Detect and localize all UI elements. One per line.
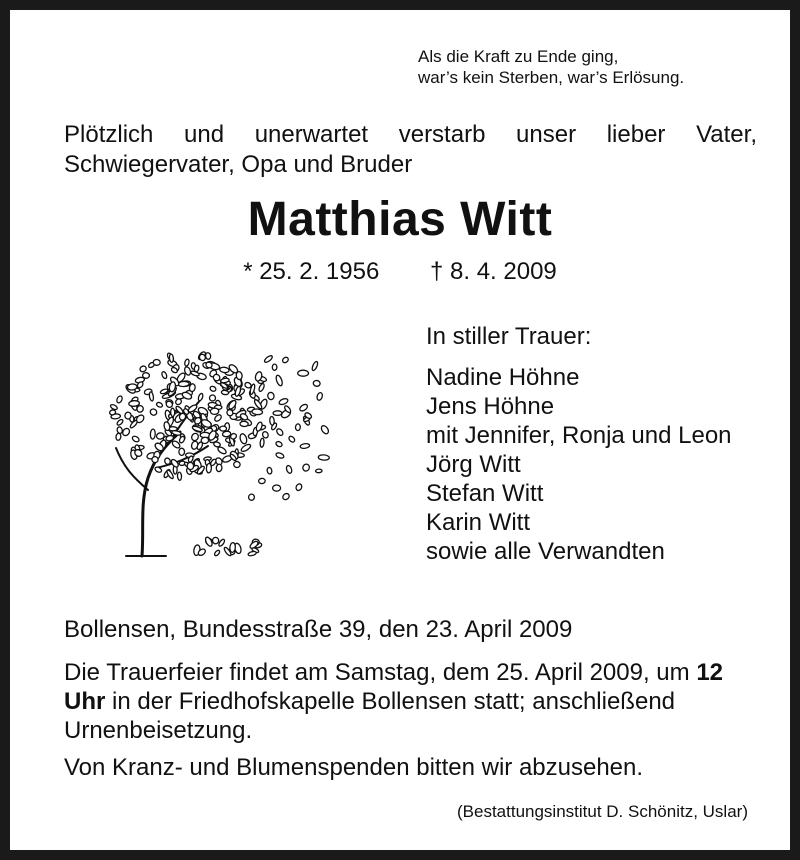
deceased-name: Matthias Witt xyxy=(247,193,553,246)
intro-line-2: Schwiegervater, Opa und Bruder xyxy=(64,151,413,178)
intro-line-1: Plötzlich und unerwartet verstarb unser lieber Vater, xyxy=(64,121,757,148)
flowers-note: Von Kranz- und Blumenspenden bitten wir abzusehen. xyxy=(64,754,644,781)
place-and-date: Bollensen, Bundesstraße 39, den 23. April 2009 xyxy=(64,616,573,643)
mourners-heading: In stiller Trauer: xyxy=(426,323,592,350)
funeral-info xyxy=(64,658,757,745)
mourner-name: mit Jennifer, Ronja und Leon xyxy=(426,422,732,449)
death-date: † 8. 4. 2009 xyxy=(430,258,557,285)
mourner-name: Jens Höhne xyxy=(426,393,555,420)
life-dates xyxy=(10,258,790,286)
mourner-name: Stefan Witt xyxy=(426,480,544,507)
funeral-text-after: in der Friedhofskapelle Bollensen statt; anschließend Urnenbeisetzung. xyxy=(64,688,676,744)
funeral-time: 12 Uhr xyxy=(64,659,724,715)
intro-text xyxy=(64,120,757,180)
funeral-text-before: Die Trauerfeier findet am Samstag, dem 25. April 2009, um xyxy=(64,659,690,686)
mourners-list xyxy=(426,322,732,566)
quote-line-2: war’s kein Sterben, war’s Erlösung. xyxy=(418,68,685,87)
birth-date: * 25. 2. 1956 xyxy=(243,258,380,285)
mourner-name: sowie alle Verwandten xyxy=(426,538,665,565)
mourner-name: Jörg Witt xyxy=(426,451,521,478)
mourner-name: Nadine Höhne xyxy=(426,364,580,391)
undertaker-credit: (Bestattungsinstitut D. Schönitz, Uslar) xyxy=(456,802,748,821)
quote-line-1: Als die Kraft zu Ende ging, xyxy=(418,47,619,66)
epigraph-quote xyxy=(418,46,738,88)
mourner-name: Karin Witt xyxy=(426,509,531,536)
windblown-tree-icon xyxy=(90,328,350,568)
